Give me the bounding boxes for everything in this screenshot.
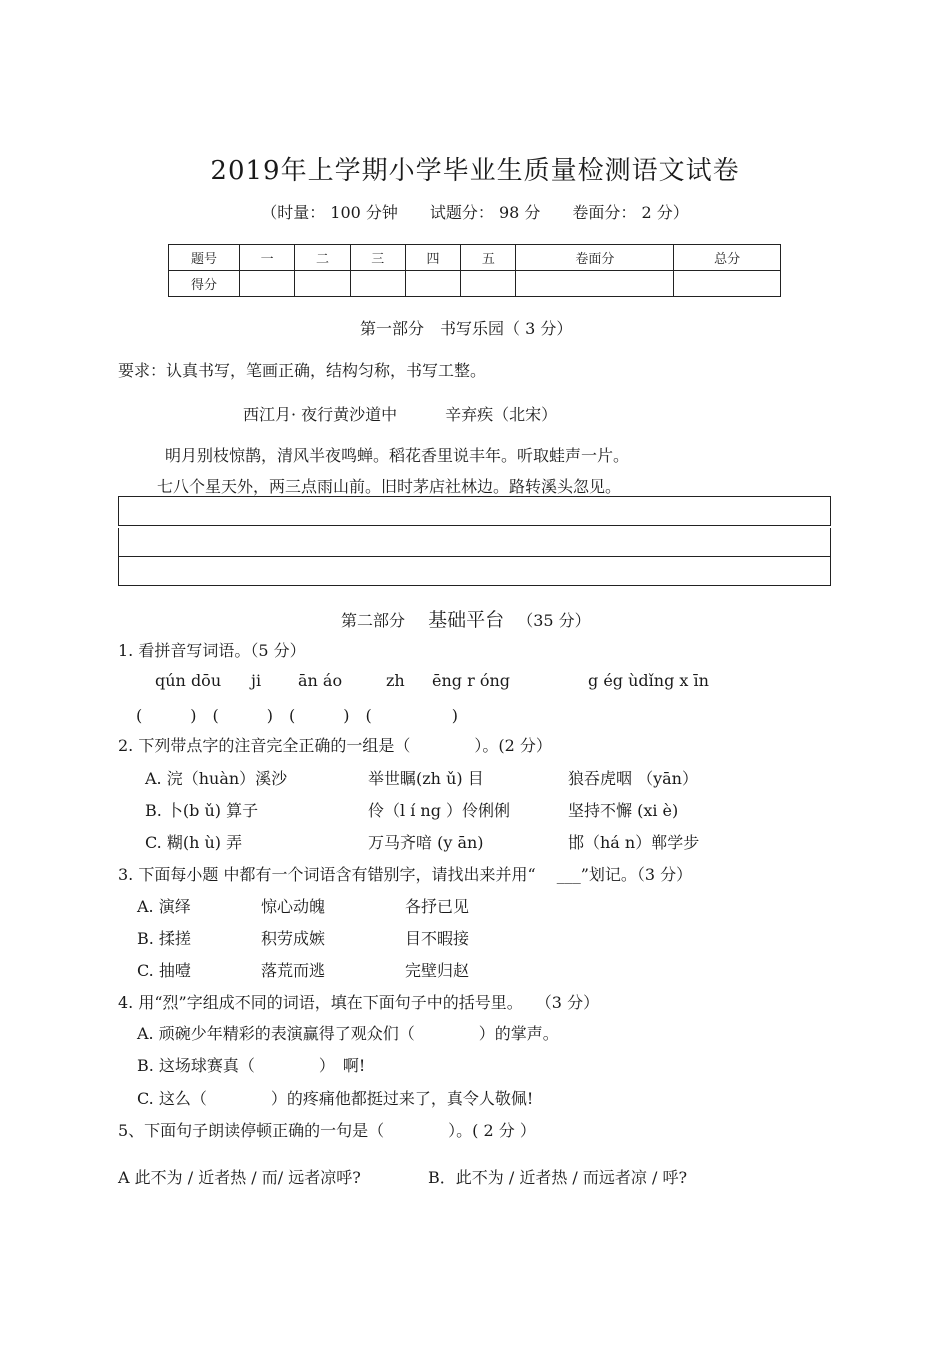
score-input-cell[interactable] (240, 271, 295, 297)
q3-option-c-1: C. 抽噎 (137, 961, 191, 980)
writing-line-2[interactable] (118, 528, 831, 557)
q2-stem: 2. 下列带点字的注音完全正确的一组是（ ）。(2 分） (118, 736, 552, 755)
q1-pinyin-5: ēng r óng (432, 671, 511, 690)
q1-pinyin-3: ān áo (298, 671, 343, 690)
score-header-cell: 五 (461, 245, 516, 271)
score-input-cell[interactable] (674, 271, 781, 297)
q5-option-b: B．此不为 / 近者热 / 而远者凉 / 呼? (428, 1168, 688, 1187)
score-input-cell[interactable] (350, 271, 405, 297)
q2-option-a-2: 举世瞩(zh ǔ) 目 (368, 769, 484, 788)
q5-stem: 5、下面句子朗读停顿正确的一句是（ ）。( 2 分 ） (118, 1121, 536, 1140)
q3-option-c-3: 完壁归赵 (405, 961, 470, 980)
part2-heading-label: 第二部分 (341, 611, 406, 630)
score-row-label: 得分 (169, 271, 240, 297)
score-header-cell: 四 (405, 245, 460, 271)
score-input-cell[interactable] (516, 271, 674, 297)
q4-sentence-c: C. 这么（ ）的疼痛他都挺过来了，真令人敬佩! (137, 1089, 534, 1108)
q5-option-a: A 此不为 / 近者热 / 而/ 远者凉呼? (118, 1168, 361, 1187)
score-header-cell: 一 (240, 245, 295, 271)
q3-option-c-2: 落荒而逃 (261, 961, 326, 980)
score-table-header-row (169, 245, 781, 271)
q3-option-b-2: 积劳成嫉 (261, 929, 326, 948)
score-header-cell: 总分 (674, 245, 781, 271)
writing-line-3[interactable] (118, 557, 831, 586)
q4-sentence-b: B. 这场球赛真（ ） 啊! (137, 1056, 366, 1075)
q3-option-a-2: 惊心动魄 (261, 897, 326, 916)
q3-option-a-1: A. 演绎 (137, 897, 191, 916)
score-input-cell[interactable] (295, 271, 350, 297)
score-table-score-row (169, 271, 781, 297)
score-table (168, 244, 781, 297)
score-input-cell[interactable] (461, 271, 516, 297)
exam-title: 2019年上学期小学毕业生质量检测语文试卷 (210, 156, 740, 186)
part2-heading-title: 基础平台 (428, 609, 505, 631)
q3-option-b-3: 目不暇接 (405, 929, 470, 948)
q2-option-a-3: 狼吞虎咽 （yān） (568, 769, 698, 788)
part1-heading: 第一部分 书写乐园（ 3 分） (360, 319, 573, 338)
q2-option-c-1: C. 糊(h ù) 弄 (145, 833, 243, 852)
score-header-cell: 题号 (169, 245, 240, 271)
q1-stem: 1. 看拼音写词语。（5 分） (118, 641, 306, 660)
q4-stem: 4. 用“烈”字组成不同的词语，填在下面句子中的括号里。 （3 分） (118, 993, 600, 1012)
q1-pinyin-1: qún dōu (155, 671, 222, 690)
q2-option-b-3: 坚持不懈 (xi è) (568, 801, 679, 820)
part1-requirement: 要求：认真书写，笔画正确，结构匀称，书写工整。 (118, 361, 487, 380)
q1-pinyin-6: g ég ùdǐng x īn (588, 671, 709, 690)
q4-sentence-a: A. 顽碗少年精彩的表演赢得了观众们（ ）的掌声。 (137, 1024, 559, 1043)
q1-pinyin-4: zh (386, 671, 405, 690)
q2-option-a-1: A. 浣（huàn）溪沙 (145, 769, 288, 788)
q1-answer-brackets[interactable]: ( ) ( ) ( ) ( ) (136, 706, 458, 725)
q2-option-c-3: 邯（há n）郸学步 (568, 833, 700, 852)
q3-option-b-1: B. 揉搓 (137, 929, 191, 948)
poem-title: 西江月· 夜行黄沙道中 辛弃疾（北宋） (243, 405, 558, 424)
poem-line-2: 七八个星天外，两三点雨山前。旧时茅店社林边。路转溪头忽见。 (157, 477, 622, 496)
part2-heading (341, 605, 591, 632)
score-header-cell: 卷面分 (516, 245, 674, 271)
q2-option-b-2: 伶（l í ng ）伶俐俐 (368, 801, 511, 820)
exam-subtitle: （时量： 100 分钟 试题分： 98 分 卷面分： 2 分） (261, 203, 689, 222)
poem-line-1: 明月别枝惊鹊，清风半夜鸣蝉。稻花香里说丰年。听取蛙声一片。 (165, 446, 630, 465)
q2-option-c-2: 万马齐喑 (y ān) (368, 833, 484, 852)
q3-stem: 3. 下面每小题 中都有一个词语含有错别字，请找出来并用“ ___”划记。（3 分） (118, 865, 693, 884)
part2-heading-score: （35 分） (517, 611, 591, 630)
score-input-cell[interactable] (405, 271, 460, 297)
writing-line-1[interactable] (118, 496, 831, 526)
score-header-cell: 二 (295, 245, 350, 271)
q1-pinyin-2: ji (251, 671, 262, 690)
q3-option-a-3: 各抒已见 (405, 897, 470, 916)
score-header-cell: 三 (350, 245, 405, 271)
q2-option-b-1: B. 卜(b ǔ) 算子 (145, 801, 259, 820)
